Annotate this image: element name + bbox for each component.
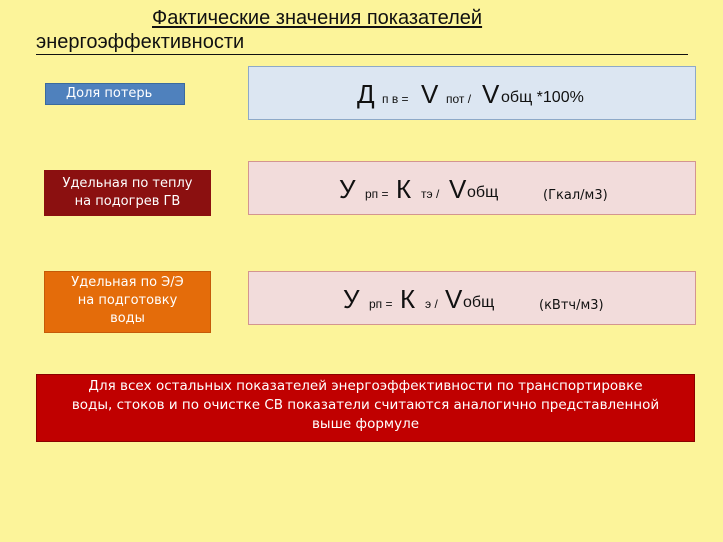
loss-share-formula bbox=[248, 66, 696, 120]
heat-specific-label bbox=[44, 170, 211, 216]
note-line: Для всех остальных показателей энергоэффективности по транспортировке bbox=[88, 378, 643, 394]
formula-unit: (кВтч/м3) bbox=[539, 298, 604, 313]
formula-subscript: общ bbox=[467, 184, 499, 201]
label-line: на подготовку bbox=[77, 293, 178, 308]
formula-variable: К bbox=[396, 174, 412, 204]
label-line: Удельная по Э/Э bbox=[71, 275, 184, 290]
heat-specific-formula bbox=[248, 161, 696, 215]
title-line-2: энергоэффективности bbox=[36, 30, 688, 55]
formula-variable: V bbox=[421, 79, 439, 109]
note-line: выше формуле bbox=[311, 416, 420, 432]
formula-variable: V bbox=[482, 79, 500, 109]
formula-variable: V bbox=[445, 284, 463, 314]
title-line-1: Фактические значения показателей bbox=[152, 7, 483, 29]
power-specific-label bbox=[44, 271, 211, 333]
formula-unit: (Гкал/м3) bbox=[543, 188, 608, 203]
formula-symbol: У bbox=[343, 284, 360, 314]
formula-subscript: общ *100% bbox=[501, 89, 584, 106]
note-line: воды, стоков и по очистке СВ показатели считаются аналогично представленной bbox=[71, 397, 660, 413]
formula-symbol: Д bbox=[357, 79, 375, 109]
page-title bbox=[36, 6, 688, 55]
formula-subscript: п в = bbox=[382, 92, 409, 106]
label-line: Удельная по теплу bbox=[62, 176, 193, 191]
formula-symbol: У bbox=[339, 174, 356, 204]
formula-subscript: рп = bbox=[369, 297, 393, 311]
label-line: на подогрев ГВ bbox=[74, 194, 181, 209]
formula-variable: V bbox=[449, 174, 467, 204]
formula-subscript: э / bbox=[425, 297, 438, 311]
formula-subscript: пот / bbox=[446, 92, 472, 106]
formula-variable: К bbox=[400, 284, 416, 314]
power-specific-formula bbox=[248, 271, 696, 325]
formula-subscript: тэ / bbox=[421, 187, 440, 201]
note-box bbox=[36, 374, 695, 442]
loss-share-label: Доля потерь bbox=[45, 83, 185, 105]
label-line: воды bbox=[110, 311, 145, 326]
formula-subscript: общ bbox=[463, 294, 495, 311]
formula-subscript: рп = bbox=[365, 187, 389, 201]
